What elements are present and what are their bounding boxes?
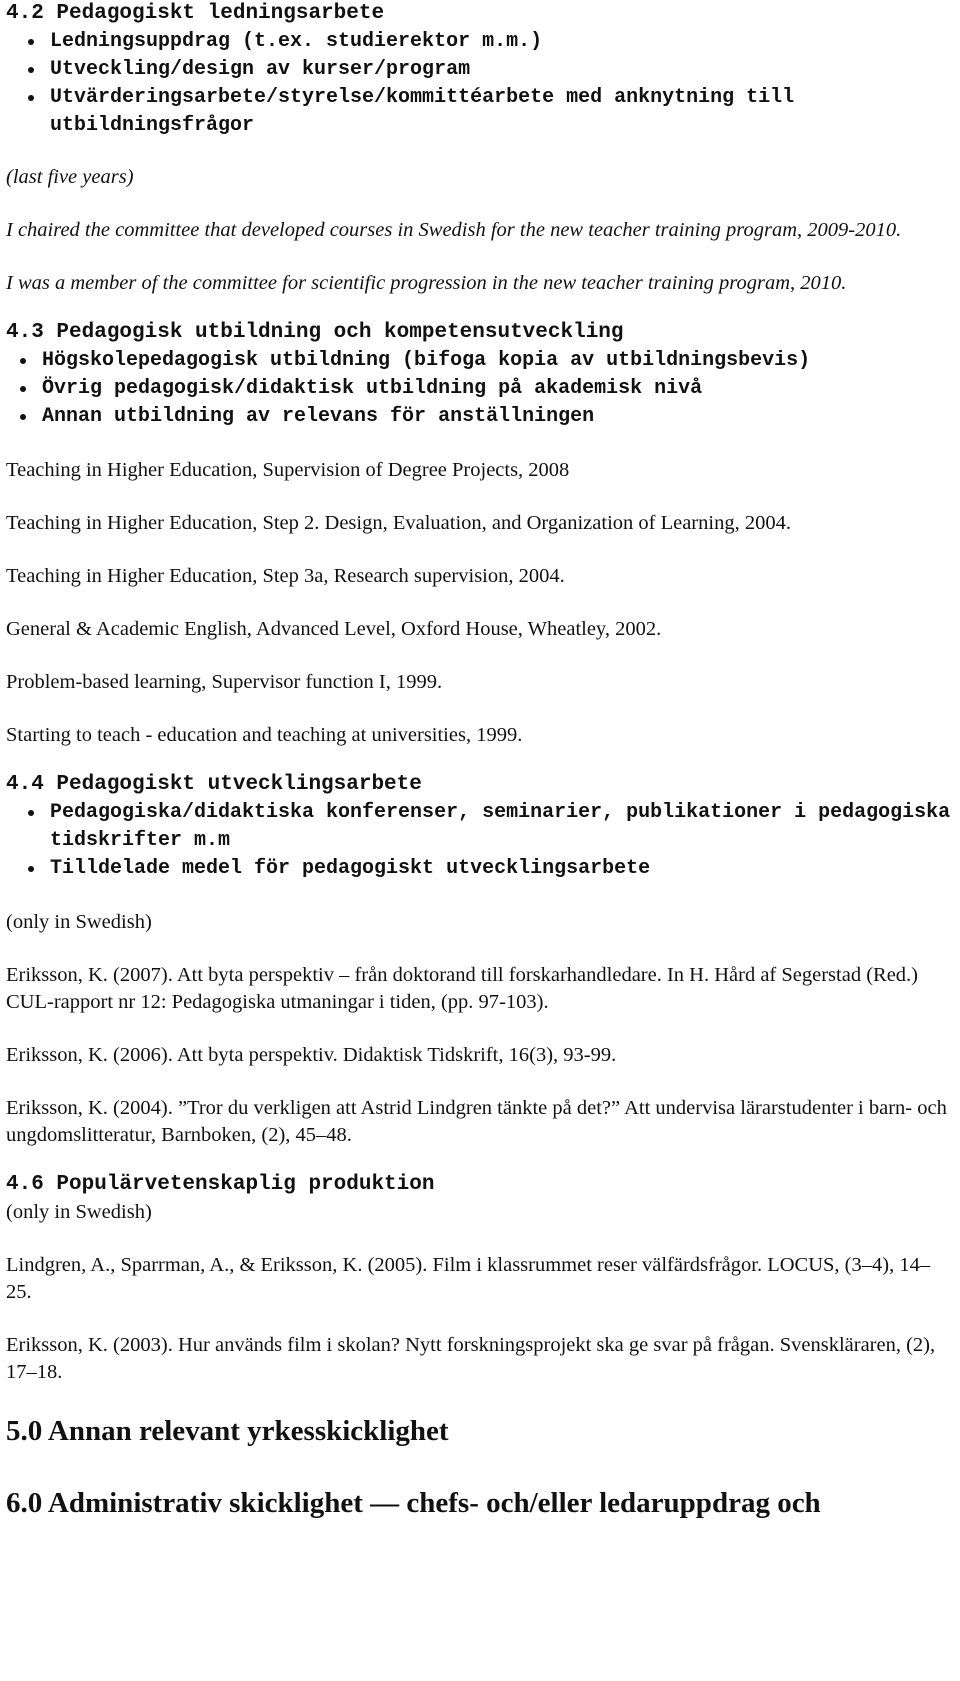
- course-item: Teaching in Higher Education, Supervision of Degree Projects, 2008: [6, 459, 570, 481]
- course-item: Starting to teach - education and teaching at universities, 1999.: [6, 724, 523, 746]
- list-item: Annan utbildning av relevans för anställningen: [20, 403, 954, 431]
- bullet-icon: [20, 414, 26, 420]
- list-item: Tilldelade medel för pedagogiskt utvecklingsarbete: [28, 855, 954, 883]
- course-item: Teaching in Higher Education, Step 2. Design, Evaluation, and Organization of Learning, 2004.: [6, 512, 791, 534]
- list-item: Utvärderingsarbete/styrelse/kommittéarbete med anknytning till utbildningsfrågor: [28, 84, 954, 140]
- note-text: (only in Swedish): [6, 911, 152, 933]
- section-4-4: [6, 771, 954, 1149]
- bullet-icon: [28, 95, 34, 101]
- bullet-icon: [20, 358, 26, 364]
- list-item: Utveckling/design av kurser/program: [28, 56, 954, 84]
- bullet-icon: [28, 67, 34, 73]
- note-text: (last five years): [6, 166, 134, 188]
- paragraph: I was a member of the committee for scientific progression in the new teacher training program, 2010.: [6, 272, 847, 294]
- bullet-icon: [28, 39, 34, 45]
- reference-item: Lindgren, A., Sparrman, A., & Eriksson, K. (2005). Film i klassrummet reser välfärdsfrågor. LOCUS, (3–4), 14–25.: [6, 1254, 931, 1303]
- list-item: Högskolepedagogisk utbildning (bifoga kopia av utbildningsbevis): [20, 347, 954, 375]
- reference-item: Eriksson, K. (2006). Att byta perspektiv. Didaktisk Tidskrift, 16(3), 93-99.: [6, 1044, 617, 1066]
- section-heading: 4.6 Populärvetenskaplig produktion: [6, 1173, 435, 1196]
- list-item: Övrig pedagogisk/didaktisk utbildning på akademisk nivå: [20, 375, 954, 403]
- section-heading-6-0: 6.0 Administrativ skicklighet — chefs- och/eller ledaruppdrag och: [6, 1487, 821, 1519]
- bullet-icon: [28, 810, 34, 816]
- bullet-icon: [20, 386, 26, 392]
- paragraph: I chaired the committee that developed courses in Swedish for the new teacher training program, 2009-2010.: [6, 219, 902, 241]
- reference-item: Eriksson, K. (2007). Att byta perspektiv – från doktorand till forskarhandledare. In H. Hård af Segerstad (Red.) CUL-rapport nr 12: Pedagogiska utmaningar i tiden, (pp. 97-103).: [6, 964, 918, 1013]
- section-4-2: [6, 0, 954, 297]
- course-item: Teaching in Higher Education, Step 3a, Research supervision, 2004.: [6, 565, 565, 587]
- section-heading: 4.4 Pedagogiskt utvecklingsarbete: [6, 773, 422, 796]
- reference-item: Eriksson, K. (2003). Hur används film i skolan? Nytt forskningsprojekt ska ge svar på frågan. Svenskläraren, (2), 17–18.: [6, 1334, 936, 1383]
- reference-item: Eriksson, K. (2004). ”Tror du verkligen att Astrid Lindgren tänkte på det?” Att undervisa lärarstudenter i barn- och ungdomslitteratur, Barnboken, (2), 45–48.: [6, 1097, 947, 1146]
- course-item: General & Academic English, Advanced Level, Oxford House, Wheatley, 2002.: [6, 618, 662, 640]
- bullet-list: [6, 347, 954, 431]
- note-text: (only in Swedish): [6, 1201, 152, 1223]
- bullet-list: [6, 28, 954, 140]
- section-4-6: [6, 1171, 954, 1386]
- bullet-icon: [28, 866, 34, 872]
- document-page: [6, 0, 954, 1520]
- section-heading: 4.3 Pedagogisk utbildning och kompetensutveckling: [6, 321, 624, 344]
- course-item: Problem-based learning, Supervisor function I, 1999.: [6, 671, 443, 693]
- list-item: Pedagogiska/didaktiska konferenser, seminarier, publikationer i pedagogiska tidskrifter m.m: [28, 799, 954, 855]
- section-4-3: [6, 319, 954, 749]
- section-heading: 4.2 Pedagogiskt ledningsarbete: [6, 2, 385, 25]
- section-heading-5-0: 5.0 Annan relevant yrkesskicklighet: [6, 1415, 449, 1447]
- list-item: Ledningsuppdrag (t.ex. studierektor m.m.): [28, 28, 954, 56]
- bullet-list: [6, 799, 954, 883]
